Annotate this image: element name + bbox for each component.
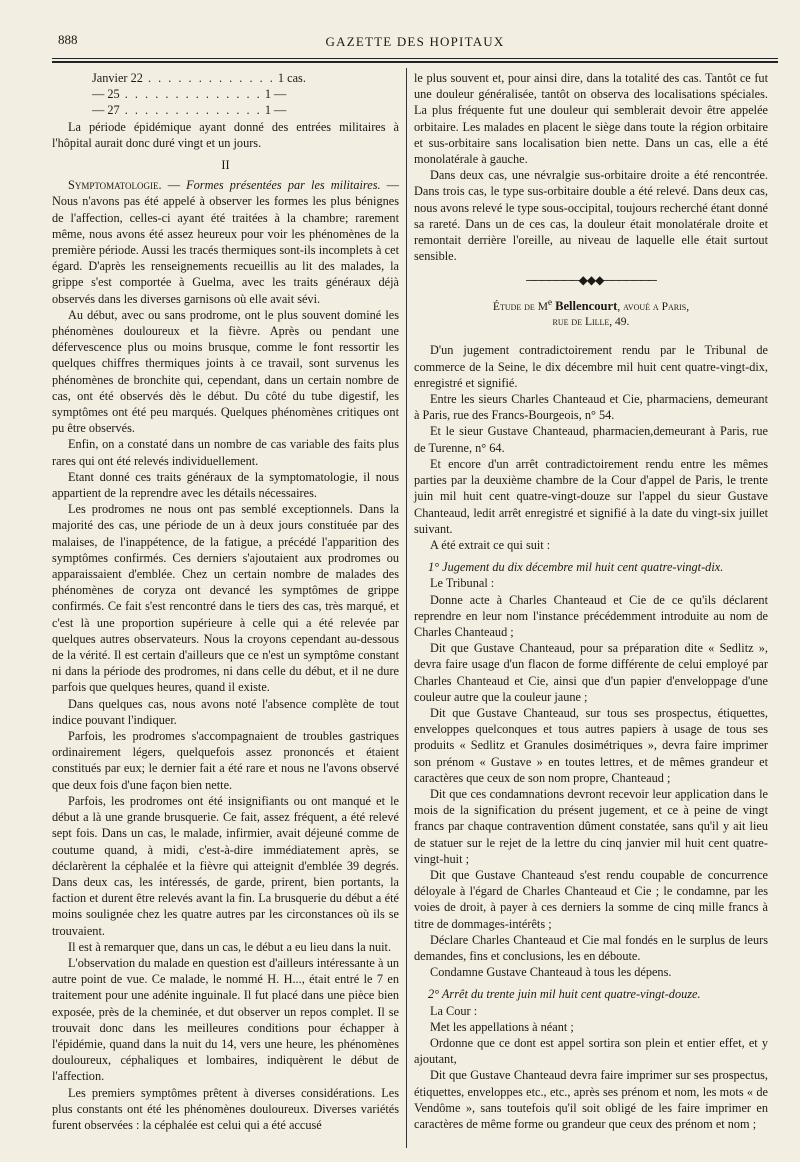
page-number: 888	[58, 32, 78, 47]
case-dates-list	[92, 70, 399, 119]
legal-paragraph: Met les appellations à néant ;	[430, 1019, 574, 1034]
paragraph: Etant donné ces traits généraux de la symptomatologie, il nous appartient de la reprendre avec les détails nécessaires.	[52, 469, 399, 501]
paragraph: Les prodromes ne nous ont pas semblé exceptionnels. Dans la majorité des cas, une période de un à deux jours constituée par des malaises, de l'inappétence, de la fatigue, a précédé l'apparition des symptômes confirmés. Ces derniers s'ajoutaient aux prodromes ou apparaissaient d'emblée. Chez un certain nombre de malades des phénomènes de coryza ont devancé les symptômes de grippe confirmés. Ce fait s'est rencontré dans le tiers des cas, très marqué, et c'est là une proportion supérieure à celle qui a été relevée par quelques autres observateurs. Nous la croyons cependant au-dessous de la vérité. Il est certain d'ailleurs que ce n'est un symptôme constant ni dans la période des prodromes, ni dans celle du début, et il ne dure parfois que quelques heures, quand il existe.	[52, 502, 399, 695]
judgment-heading: 1° Jugement du dix décembre mil huit cent quatre-vingt-dix.	[428, 560, 724, 575]
header-rule-thick	[52, 61, 778, 63]
avoue-name: Bellencourt	[555, 298, 618, 313]
paragraph: Au début, avec ou sans prodrome, ont le plus souvent dominé les phénomènes douloureux et la fièvre. Après ou pendant une défervescence plus ou moins brusque, comme le font ressortir les quelques chiffres thermiques joints à ce travail, sont survenus les phénomènes de bronchite qui, cependant, dans un certain nombre de cas, ont été observés dès le début. Du côté du tube digestif, les symptômes ont été peu marqués. Quelques phénomènes critiques ont pu être observés.	[52, 307, 399, 436]
page-header	[52, 30, 778, 52]
legal-paragraph: La Cour :	[430, 1003, 478, 1018]
legal-paragraph: Dit que ces condamnations devront recevoir leur application dans le mois de la signification du présent jugement, et ce à peine de vingt francs par chaque contravention dûment constatée, sans qu'il y ait lieu de statuer sur le rejet de la lettre du cinq janvier mil huit cent quatre-vingt-huit ;	[414, 786, 768, 866]
case-date-row: — 27 . . . . . . . . . . . . . . 1 —	[92, 103, 287, 118]
legal-paragraph: Dit que Gustave Chanteaud, sur tous ses prospectus, étiquettes, enveloppes quelconques et tous autres papiers à usage de tous ses produits « Sedlitz et Granules dosimétriques », devra faire imprimer son prénom « Gustave » en toutes lettres, et de mêmes grandeur et caractères que ceux de son nom propre, Chanteaud ;	[414, 705, 768, 785]
column-divider	[406, 68, 407, 1148]
legal-paragraph: A été extrait ce qui suit :	[430, 537, 551, 552]
avoue-address: rue de Lille, 49.	[552, 316, 630, 329]
section-number: II	[221, 157, 230, 172]
legal-paragraph: Et encore d'un arrêt contradictoirement rendu entre les mêmes parties par la deuxième chambre de la Cour d'appel de Paris, le trente juin mil huit cent quatre-vingt-douze sur l'appel du sieur Gustave Chanteaud, ledit arrêt enregistré et signifié à la date du vingt-six juillet suivant.	[414, 456, 768, 536]
case-date-row: — 25 . . . . . . . . . . . . . . 1 —	[92, 87, 287, 102]
running-title: GAZETTE DES HOPITAUX	[325, 34, 505, 49]
section-heading: Symptomatologie.	[68, 178, 162, 193]
left-column	[52, 70, 399, 1133]
paragraph: Il est à remarquer que, dans un cas, le début a eu lieu dans la nuit.	[68, 939, 392, 954]
legal-paragraph: Donne acte à Charles Chanteaud et Cie de ce qu'ils déclarent reprendre en leur nom l'instance précédemment introduite au nom de Charles Chanteaud ;	[414, 592, 768, 639]
section-ornament: ───────◆◆◆───────	[526, 273, 656, 288]
section-intro-paragraph: Symptomatologie. — Formes présentées par les militaires. — Nous n'avons pas été appelé à observer les formes les plus bénignes de l'affection, celles-ci ayant été traitées à la chambre; rarement même, nous avons été assez heureux pour voir les phénomènes de la première période. Aussi les tracés thermiques sont-ils incomplets à cet égard. D'après les renseignements recueillis au lit des malades, la grippe s'est comportée à Guelma, avec les traits généraux déjà observés dans les diverses garnisons où elle avait sévi.	[52, 178, 399, 306]
paragraph: La période épidémique ayant donné des entrées militaires à l'hôpital aurait donc duré vingt et un jours.	[52, 119, 399, 150]
legal-paragraph: Ordonne que ce dont est appel sortira son plein et entier effet, et y ajoutant,	[414, 1036, 768, 1067]
legal-paragraph: Dit que Gustave Chanteaud devra faire imprimer sur ses prospectus, étiquettes, enveloppes etc., etc., après ses prénom et nom, les mots « de Vendôme », sans toutefois qu'il soit obligé de les faire imprimer en caractères de même forme ou grandeur que ceux des prénom et nom ;	[414, 1068, 768, 1132]
paragraph: Parfois, les prodromes s'accompagnaient de troubles gastriques ordinairement légers, quelquefois assez prononcés et étaient constitués par eux; le dernier fait a été rare et nous ne l'avons observé que deux fois d'une façon bien nette.	[52, 729, 399, 792]
legal-paragraph: Le Tribunal :	[430, 576, 495, 591]
legal-paragraph: Et le sieur Gustave Chanteaud, pharmacien,demeurant à Paris, rue de Turenne, n° 64.	[414, 424, 768, 455]
paragraph: L'observation du malade en question est d'ailleurs intéressante à un autre point de vue. Ce malade, le nommé H. H..., était entré le 7 en traitement pour une adénite inguinale. Il fut placé dans une pièce bien exposée, près de la cheminée, et dut observer un repos complet. Il se trouvait donc dans les meilleures conditions pour échapper à l'épidémie, quand dans la nuit du 14, vers une heure, les phénomènes douloureux, céphaliques et lombaires, indiquèrent le début de l'affection.	[52, 955, 399, 1084]
paragraph: Parfois, les prodromes ont été insignifiants ou ont manqué et le début a là une grande brusquerie. Ce fait, assez fréquent, a été relevé sept fois. Dans un cas, le malade, infirmier, avait déjeuné comme de coutume quand, à midi, c'est-à-dire immédiatement après, se déclarèrent la céphalée et la fièvre qui atteignit d'emblée 39 degrés. Dans deux cas, les intéressés, de garde, prirent, bien portants, la faction et durent être relevés avant la fin. La brusquerie du début a été moins soulignée chez les quatre autres par les circonstances où ils se trouvaient.	[52, 793, 399, 938]
legal-paragraph: Dit que Gustave Chanteaud s'est rendu coupable de concurrence déloyale à l'égard de Charles Chanteaud et Cie ; le condamne, par les voies de droit, à payer à ces derniers la somme de cinq mille francs à titre de dommages-intérêts ;	[414, 867, 768, 931]
paragraph: Dans quelques cas, nous avons noté l'absence complète de tout indice pouvant l'indiquer.	[52, 696, 399, 727]
case-date-row: Janvier 22 . . . . . . . . . . . . . 1 cas.	[92, 71, 306, 85]
legal-paragraph: Dit que Gustave Chanteaud, pour sa préparation dite « Sedlitz », devra faire usage d'un flacon de forme différente de celui employé par Charles Chanteaud et Cie, ainsi que d'un papier d'enveloppage d'une couleur autre que la couleur jaune ;	[414, 641, 768, 704]
paragraph: Les premiers symptômes prêtent à diverses considérations. Les plus constants ont été les phénomènes douloureux. Diverses variétés furent observées : la céphalée est celui qui a été accusé	[52, 1085, 399, 1132]
right-column	[414, 70, 768, 1132]
arret-heading: 2° Arrêt du trente juin mil huit cent quatre-vingt-douze.	[428, 987, 701, 1002]
header-rule-thin	[52, 58, 778, 59]
legal-paragraph: Déclare Charles Chanteaud et Cie mal fondés en le surplus de leurs demandes, fins et conclusions, les en déboute.	[414, 932, 768, 963]
legal-paragraph: Condamne Gustave Chanteaud à tous les dépens.	[430, 965, 672, 980]
legal-paragraph: Entre les sieurs Charles Chanteaud et Cie, pharmaciens, demeurant à Paris, rue des Francs-Bourgeois, n° 54.	[414, 392, 768, 423]
legal-notice-header: Étude de Me Bellencourt, avoué a Paris, rue de Lille, 49.	[414, 295, 768, 331]
paragraph: Enfin, on a constaté dans un nombre de cas variable des faits plus rares qui ont été relevés individuellement.	[52, 437, 399, 468]
paragraph: Dans deux cas, une névralgie sus-orbitaire droite a été rencontrée. Dans trois cas, le type sus-orbitaire double a été relevé. Dans deux cas, nous avons relevé le type sous-occipital, toujours recherché étant donné sa rareté. Dans un de ces cas, la douleur était monolatérale droite et remontait derrière l'oreille, au niveau de laquelle elle était surtout sensible.	[414, 168, 768, 264]
paragraph: le plus souvent et, pour ainsi dire, dans la totalité des cas. Tantôt ce fut une douleur généralisée, tantôt on observa des localisations spéciales. La plus fréquente fut une douleur qui semblerait devoir être appelée orbitaire. Les malades en placent le siège dans toute la région orbitaire et sus-orbitaire sans localisation bien nette. Dans un cas, elle a été monolatérale à gauche.	[414, 71, 768, 167]
section-subtitle: Formes présentées par les militaires.	[186, 178, 381, 193]
legal-paragraph: D'un jugement contradictoirement rendu par le Tribunal de commerce de la Seine, le dix décembre mil huit cent quatre-vingt-dix, enregistré et signifié.	[414, 343, 768, 390]
